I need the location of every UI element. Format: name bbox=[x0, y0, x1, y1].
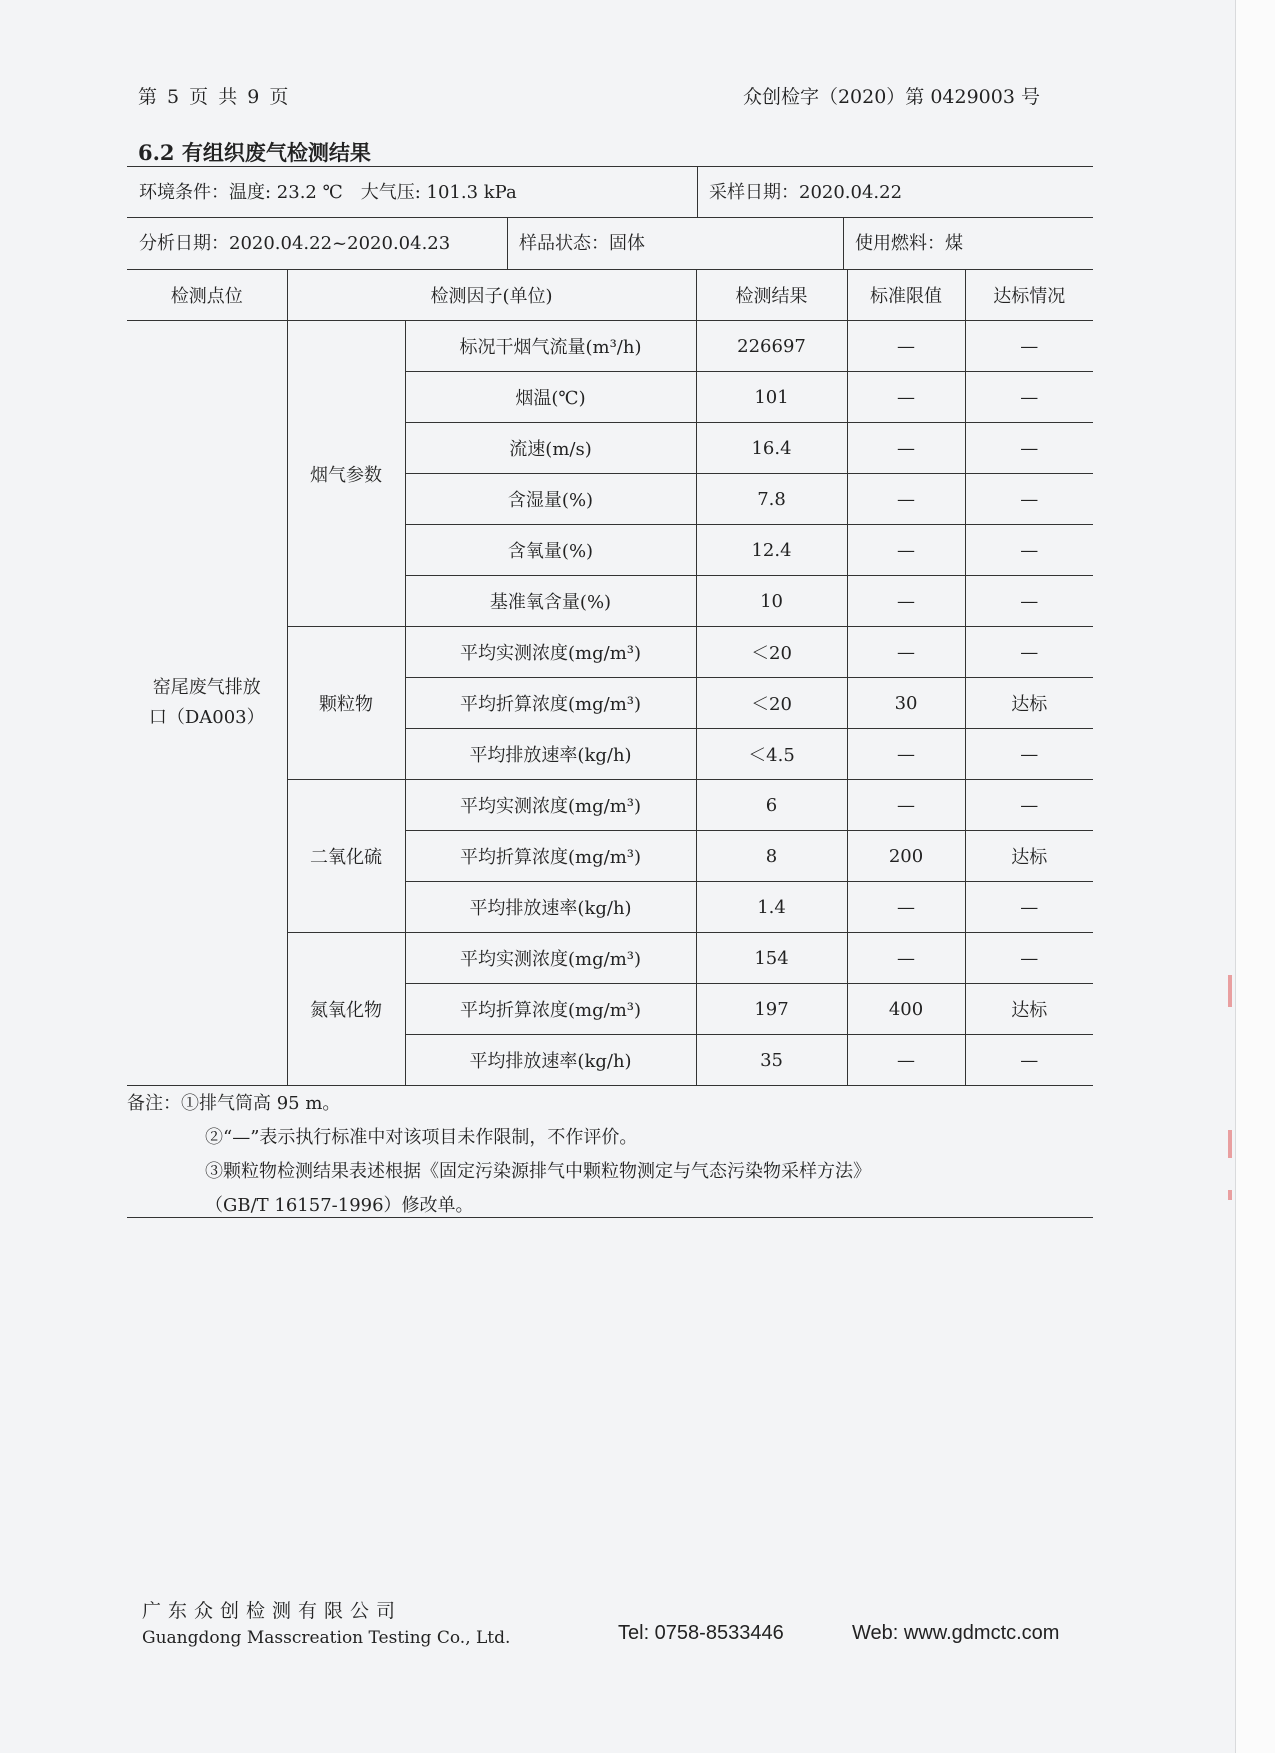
result-cell: 8 bbox=[696, 831, 847, 882]
result-cell: 1.4 bbox=[696, 882, 847, 933]
result-cell: 12.4 bbox=[696, 525, 847, 576]
group-name: 烟气参数 bbox=[287, 321, 405, 627]
section-title: 6.2 有组织废气检测结果 bbox=[138, 140, 371, 165]
stamp-fragment bbox=[1228, 1130, 1232, 1158]
info-row-analysis bbox=[127, 217, 1093, 269]
results-table bbox=[127, 269, 1093, 1086]
limit-cell: — bbox=[847, 729, 965, 780]
note-3: ③颗粒物检测结果表述根据《固定污染源排气中颗粒物测定与气态污染物采样方法》 bbox=[205, 1161, 871, 1182]
page-edge bbox=[1235, 0, 1275, 1753]
factor-cell: 平均排放速率(kg/h) bbox=[405, 729, 696, 780]
factor-cell: 烟温(℃) bbox=[405, 372, 696, 423]
point-label-line1: 窑尾废气排放 bbox=[152, 677, 261, 698]
factor-cell: 平均实测浓度(mg/m³) bbox=[405, 933, 696, 984]
limit-cell: — bbox=[847, 780, 965, 831]
status-cell: — bbox=[965, 729, 1093, 780]
result-cell: 35 bbox=[696, 1035, 847, 1086]
factor-cell: 含湿量(%) bbox=[405, 474, 696, 525]
result-cell: 6 bbox=[696, 780, 847, 831]
result-cell: 154 bbox=[696, 933, 847, 984]
company-name-cn: 广东众创检测有限公司 bbox=[142, 1600, 403, 1622]
result-cell: 7.8 bbox=[696, 474, 847, 525]
company-name-en: Guangdong Masscreation Testing Co., Ltd. bbox=[142, 1628, 511, 1648]
factor-cell: 基准氧含量(%) bbox=[405, 576, 696, 627]
result-cell: ＜20 bbox=[696, 627, 847, 678]
status-cell: — bbox=[965, 882, 1093, 933]
limit-cell: — bbox=[847, 882, 965, 933]
page-info: 第 5 页 共 9 页 bbox=[138, 86, 291, 108]
table-row bbox=[127, 321, 1093, 372]
header-status: 达标情况 bbox=[965, 270, 1093, 321]
factor-cell: 平均实测浓度(mg/m³) bbox=[405, 627, 696, 678]
notes-divider bbox=[127, 1217, 1093, 1218]
limit-cell: — bbox=[847, 1035, 965, 1086]
stamp-fragment bbox=[1228, 975, 1232, 1007]
result-cell: 16.4 bbox=[696, 423, 847, 474]
limit-cell: — bbox=[847, 474, 965, 525]
env-conditions: 环境条件：温度: 23.2 ℃ 大气压: 101.3 kPa bbox=[139, 182, 517, 203]
status-cell: 达标 bbox=[965, 831, 1093, 882]
limit-cell: 30 bbox=[847, 678, 965, 729]
notes bbox=[127, 1087, 1093, 1223]
sample-state: 样品状态：固体 bbox=[519, 233, 645, 254]
header-result: 检测结果 bbox=[696, 270, 847, 321]
fuel-type: 使用燃料：煤 bbox=[855, 233, 963, 254]
limit-cell: 200 bbox=[847, 831, 965, 882]
limit-cell: — bbox=[847, 372, 965, 423]
status-cell: — bbox=[965, 576, 1093, 627]
factor-cell: 平均排放速率(kg/h) bbox=[405, 1035, 696, 1086]
status-cell: — bbox=[965, 321, 1093, 372]
factor-cell: 标况干烟气流量(m³/h) bbox=[405, 321, 696, 372]
status-cell: — bbox=[965, 423, 1093, 474]
report-number: 众创检字（2020）第 0429003 号 bbox=[742, 86, 1040, 108]
limit-cell: — bbox=[847, 423, 965, 474]
point-label-line2: 口（DA003） bbox=[148, 707, 265, 728]
status-cell: — bbox=[965, 933, 1093, 984]
group-name: 二氧化硫 bbox=[287, 780, 405, 933]
note-2: ②“—”表示执行标准中对该项目未作限制，不作评价。 bbox=[205, 1127, 638, 1148]
stamp-fragment bbox=[1228, 1190, 1232, 1200]
factor-cell: 平均实测浓度(mg/m³) bbox=[405, 780, 696, 831]
company-tel: Tel: 0758-8533446 bbox=[618, 1622, 784, 1644]
limit-cell: — bbox=[847, 933, 965, 984]
factor-cell: 平均排放速率(kg/h) bbox=[405, 882, 696, 933]
limit-cell: — bbox=[847, 627, 965, 678]
status-cell: — bbox=[965, 372, 1093, 423]
monitoring-point bbox=[127, 321, 287, 1086]
note-1: 备注：①排气筒高 95 m。 bbox=[127, 1093, 341, 1114]
status-cell: — bbox=[965, 525, 1093, 576]
status-cell: — bbox=[965, 780, 1093, 831]
result-cell: 10 bbox=[696, 576, 847, 627]
status-cell: — bbox=[965, 627, 1093, 678]
limit-cell: — bbox=[847, 525, 965, 576]
group-name: 颗粒物 bbox=[287, 627, 405, 780]
factor-cell: 平均折算浓度(mg/m³) bbox=[405, 831, 696, 882]
result-cell: ＜20 bbox=[696, 678, 847, 729]
result-cell: ＜4.5 bbox=[696, 729, 847, 780]
header-limit: 标准限值 bbox=[847, 270, 965, 321]
factor-cell: 流速(m/s) bbox=[405, 423, 696, 474]
factor-cell: 平均折算浓度(mg/m³) bbox=[405, 678, 696, 729]
sampling-date: 采样日期：2020.04.22 bbox=[709, 182, 903, 203]
factor-cell: 含氧量(%) bbox=[405, 525, 696, 576]
note-4: （GB/T 16157-1996）修改单。 bbox=[205, 1195, 474, 1216]
header-factor: 检测因子(单位) bbox=[287, 270, 696, 321]
analysis-date: 分析日期：2020.04.22~2020.04.23 bbox=[139, 233, 451, 254]
factor-cell: 平均折算浓度(mg/m³) bbox=[405, 984, 696, 1035]
status-cell: — bbox=[965, 474, 1093, 525]
company-web: Web: www.gdmctc.com bbox=[852, 1622, 1060, 1644]
status-cell: 达标 bbox=[965, 678, 1093, 729]
result-cell: 226697 bbox=[696, 321, 847, 372]
limit-cell: — bbox=[847, 321, 965, 372]
status-cell: — bbox=[965, 1035, 1093, 1086]
result-cell: 197 bbox=[696, 984, 847, 1035]
group-name: 氮氧化物 bbox=[287, 933, 405, 1086]
status-cell: 达标 bbox=[965, 984, 1093, 1035]
result-cell: 101 bbox=[696, 372, 847, 423]
header-point: 检测点位 bbox=[127, 270, 287, 321]
limit-cell: — bbox=[847, 576, 965, 627]
info-row-env bbox=[127, 166, 1093, 218]
table-header-row bbox=[127, 270, 1093, 321]
limit-cell: 400 bbox=[847, 984, 965, 1035]
